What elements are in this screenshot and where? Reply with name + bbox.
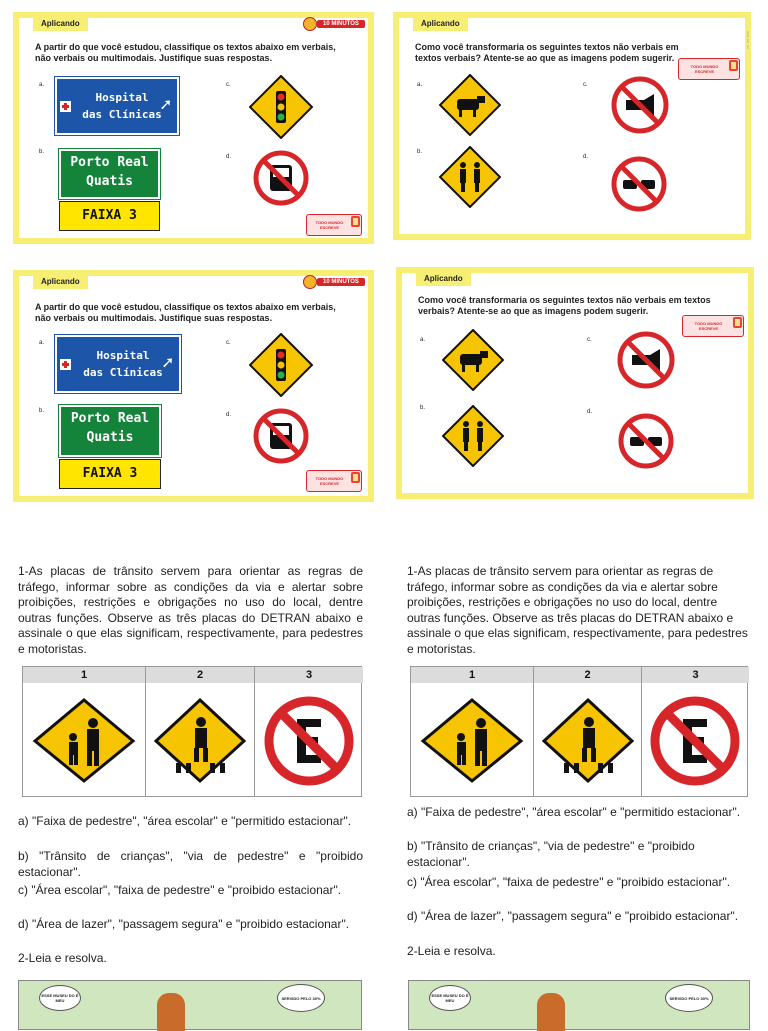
comic-strip-left bbox=[18, 980, 362, 1030]
comic-character bbox=[537, 993, 565, 1031]
school-zone-cell bbox=[411, 683, 534, 796]
cattle-warning-sign bbox=[439, 74, 501, 136]
pedestrian-crossing-cell bbox=[534, 683, 642, 796]
porto-line-1: Porto Real bbox=[70, 155, 149, 170]
card-question: A partir do que você estudou, classifique os textos abaixo em verbais, não verbais ou multimodais. Justifique suas respostas. bbox=[35, 42, 336, 63]
no-parking-cell bbox=[255, 683, 363, 796]
hospital-line-1: Hospital bbox=[95, 91, 149, 104]
todo-mundo-line-2: ESCREVE bbox=[694, 69, 715, 74]
comic-bubble-1: ESSE MUSEU DO É MEU bbox=[429, 985, 471, 1011]
notepad-icon bbox=[351, 216, 360, 227]
label-d: d. bbox=[587, 409, 593, 415]
no-overtaking-sign bbox=[611, 156, 667, 212]
school-zone-warning-sign bbox=[411, 683, 534, 797]
arrow-up-right-icon: ➚ bbox=[162, 353, 173, 374]
slide-card-classify-1 bbox=[13, 12, 374, 244]
column-1-header: 1 bbox=[23, 667, 146, 683]
column-1-header: 1 bbox=[411, 667, 534, 683]
no-bus-sign bbox=[253, 150, 309, 206]
card-tag: Aplicando bbox=[416, 273, 471, 286]
comic-character bbox=[157, 993, 185, 1031]
card-tag: Aplicando bbox=[413, 18, 468, 31]
option-a-right[interactable]: a) "Faixa de pedestre", "área escolar" e "permitido estacionar". bbox=[407, 805, 741, 819]
traffic-light-warning-sign bbox=[249, 75, 313, 139]
card-question: Como você transformaria os seguintes textos não verbais em textos verbais? Atente-se ao que as imagens podem sugerir. bbox=[415, 42, 679, 63]
time-badge-label: 10 MINUTOS bbox=[323, 21, 359, 27]
todo-mundo-line-1: TODO MUNDO bbox=[315, 220, 344, 225]
option-c-left[interactable]: c) "Área escolar", "faixa de pedestre" e "proibido estacionar". bbox=[18, 883, 342, 897]
pedestrians-warning-sign bbox=[439, 146, 501, 208]
question-2-left: 2-Leia e resolva. bbox=[18, 951, 107, 965]
comic-bubble-1: ESSE MUSEU DO É MEU bbox=[39, 985, 81, 1011]
label-c: c. bbox=[587, 337, 592, 343]
traffic-light-warning-sign bbox=[249, 333, 313, 397]
todo-mundo-line-2: ESCREVE bbox=[319, 225, 340, 230]
label-b: b. bbox=[420, 405, 426, 411]
notepad-icon bbox=[351, 472, 360, 483]
label-c: c. bbox=[226, 82, 231, 88]
no-horn-sign bbox=[611, 76, 669, 134]
label-c: c. bbox=[583, 82, 588, 88]
card-tag: Aplicando bbox=[33, 18, 88, 31]
hourglass-icon bbox=[303, 17, 317, 31]
porto-line-1: Porto Real bbox=[70, 411, 150, 426]
todo-mundo-line-2: ESCREVE bbox=[319, 481, 340, 486]
label-b: b. bbox=[39, 149, 45, 155]
option-d-left[interactable]: d) "Área de lazer", "passagem segura" e "proibido estacionar". bbox=[18, 917, 350, 931]
exercise-intro-left: 1-As placas de trânsito servem para orientar as regras de tráfego, informar sobre as condições da via e alertar sobre proibições, restrições e obrigações no uso do local, dentre outras funções. Observe as três placas do DETRAN abaixo e assinale o que elas significam, respectivamente, para pedestres e motoristas. bbox=[18, 564, 363, 656]
label-d: d. bbox=[583, 154, 589, 160]
no-parking-sign bbox=[642, 683, 749, 797]
todo-mundo-escreve-button[interactable] bbox=[678, 58, 740, 80]
todo-mundo-escreve-button[interactable] bbox=[682, 315, 744, 337]
pedestrian-crossing-warning-sign bbox=[146, 683, 255, 797]
column-3-header: 3 bbox=[642, 667, 749, 683]
todo-mundo-escreve-button[interactable] bbox=[306, 214, 362, 236]
notepad-icon bbox=[729, 60, 738, 71]
todo-mundo-line-2: ESCREVE bbox=[698, 326, 719, 331]
porto-line-2: Quatis bbox=[86, 430, 134, 445]
option-d-right[interactable]: d) "Área de lazer", "passagem segura" e "proibido estacionar". bbox=[407, 909, 739, 923]
column-3-header: 3 bbox=[255, 667, 363, 683]
porto-real-sign bbox=[59, 149, 160, 199]
slide-card-classify-2 bbox=[13, 270, 374, 502]
hourglass-icon bbox=[303, 275, 317, 289]
comic-bubble-2: SERVIDO PELO 30% bbox=[277, 984, 325, 1012]
label-a: a. bbox=[39, 82, 45, 88]
question-2-right: 2-Leia e resolva. bbox=[407, 944, 496, 958]
option-b-right[interactable]: b) "Trânsito de crianças", "via de pedestre" e "proibido estacionar". bbox=[407, 839, 695, 869]
faixa-sign: FAIXA 3 bbox=[59, 459, 161, 489]
faixa-sign: FAIXA 3 bbox=[59, 201, 160, 231]
no-horn-sign bbox=[617, 331, 675, 389]
time-badge bbox=[317, 20, 365, 28]
label-d: d. bbox=[226, 154, 232, 160]
school-zone-cell bbox=[23, 683, 146, 796]
hospital-sign bbox=[55, 335, 181, 393]
todo-mundo-line-1: TODO MUNDO bbox=[694, 321, 723, 326]
no-overtaking-sign bbox=[618, 413, 674, 469]
time-badge-label: 10 MINUTOS bbox=[323, 279, 359, 285]
time-badge bbox=[317, 278, 365, 286]
column-2-header: 2 bbox=[146, 667, 255, 683]
pedestrian-crossing-warning-sign bbox=[534, 683, 642, 797]
hospital-cross-icon bbox=[60, 101, 71, 112]
slide-card-transform-2 bbox=[396, 267, 754, 499]
porto-real-sign bbox=[59, 405, 161, 457]
pedestrian-crossing-cell bbox=[146, 683, 255, 796]
label-a: a. bbox=[39, 340, 45, 346]
exercise-intro-right: 1-As placas de trânsito servem para orientar as regras de tráfego, informar sobre as condições da via e alertar sobre proibições, restrições e obrigações no uso do local, dentre outras funções. Observe as três placas do DETRAN abaixo e assinale o que elas significam, respectivamente, para pedestres e motoristas. bbox=[407, 564, 748, 656]
column-2-header: 2 bbox=[534, 667, 642, 683]
todo-mundo-escreve-button[interactable] bbox=[306, 470, 362, 492]
comic-strip-right bbox=[408, 980, 750, 1030]
hospital-cross-icon bbox=[60, 359, 71, 370]
no-parking-cell bbox=[642, 683, 749, 796]
todo-mundo-line-1: TODO MUNDO bbox=[690, 64, 719, 69]
pedestrians-warning-sign bbox=[442, 405, 504, 467]
signs-table-right bbox=[410, 666, 748, 797]
option-b-left[interactable]: b) "Trânsito de crianças", "via de pedestre" e "proibido estacionar". bbox=[18, 849, 363, 879]
option-c-right[interactable]: c) "Área escolar", "faixa de pedestre" e "proibido estacionar". bbox=[407, 875, 731, 889]
no-bus-sign bbox=[253, 408, 309, 464]
label-b: b. bbox=[39, 408, 45, 414]
hospital-sign bbox=[55, 77, 179, 135]
label-c: c. bbox=[226, 340, 231, 346]
arrow-up-right-icon: ➚ bbox=[160, 95, 171, 116]
comic-bubble-2: SERVIDO PELO 30% bbox=[665, 984, 713, 1012]
no-parking-sign bbox=[255, 683, 363, 797]
label-a: a. bbox=[417, 82, 423, 88]
hospital-line-2: das Clínicas bbox=[82, 108, 162, 121]
slide-card-transform-1 bbox=[393, 12, 751, 240]
hospital-line-1: Hospital bbox=[96, 349, 150, 362]
card-question: A partir do que você estudou, classifique os textos abaixo em verbais, não verbais ou multimodais. Justifique suas respostas. bbox=[35, 302, 336, 323]
signs-table-left bbox=[22, 666, 362, 797]
option-a-left[interactable]: a) "Faixa de pedestre", "área escolar" e "permitido estacionar". bbox=[18, 814, 352, 828]
card-question: Como você transformaria os seguintes textos não verbais em textos verbais? Atente-se ao que as imagens podem sugerir. bbox=[418, 295, 711, 316]
hospital-line-2: das Clínicas bbox=[83, 366, 163, 379]
notepad-icon bbox=[733, 317, 742, 328]
school-zone-warning-sign bbox=[23, 683, 146, 797]
card-tag: Aplicando bbox=[33, 276, 88, 289]
porto-line-2: Quatis bbox=[86, 174, 133, 189]
todo-mundo-line-1: TODO MUNDO bbox=[315, 476, 344, 481]
label-b: b. bbox=[417, 149, 423, 155]
slide-id: EM1_MT_V2 bbox=[745, 31, 750, 49]
label-d: d. bbox=[226, 412, 232, 418]
label-a: a. bbox=[420, 337, 426, 343]
cattle-warning-sign bbox=[442, 329, 504, 391]
